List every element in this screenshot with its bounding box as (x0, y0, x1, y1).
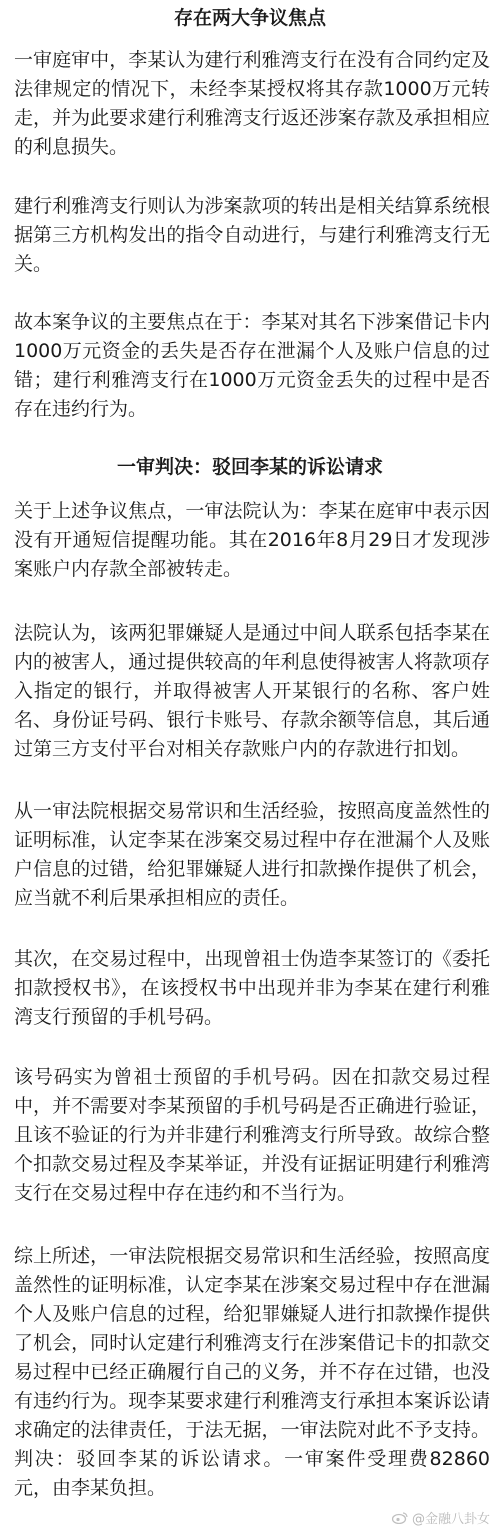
paragraph-6: 从一审法院根据交易常识和生活经验，按照高度盖然性的证明标准，认定李某在涉案交易过程中存在泄漏个人及账户信息的过错，给犯罪嫌疑人进行扣款操作提供了机会，应当就不利后果承担相应的责任。 (14, 800, 490, 909)
paragraph-4: 关于上述争议焦点，一审法院认为：李某在庭审中表示因没有开通短信提醒功能。其在2016年8月29日才发现涉案账户内存款全部被转走。 (14, 500, 490, 580)
paragraph-5: 法院认为，该两犯罪嫌疑人是通过中间人联系包括李某在内的被害人，通过提供较高的年利息使得被害人将款项存入指定的银行，并取得被害人开某银行的名称、客户姓名、身份证号码、银行卡账号、存款余额等信息，其后通过第三方支付平台对相关存款账户内的存款进行扣划。 (14, 622, 490, 760)
paragraph-1: 一审庭审中，李某认为建行利雅湾支行在没有合同约定及法律规定的情况下，未经李某授权将其存款1000万元转走，并为此要求建行利雅湾支行返还涉案存款及承担相应的利息损失。 (14, 49, 490, 158)
paragraph-3: 故本案争议的主要焦点在于：李某对其名下涉案借记卡内1000万元资金的丢失是否存在泄漏个人及账户信息的过错；建行利雅湾支行在1000万元资金丢失的过程中是否存在违约行为。 (14, 311, 490, 420)
section-heading-disputes: 存在两大争议焦点 (173, 7, 326, 29)
watermark-text: @金融八卦女 (411, 1512, 490, 1527)
watermark (392, 1508, 490, 1527)
paragraph-9: 综上所述，一审法院根据交易常识和生活经验，按照高度盖然性的证明标准，认定李某在涉案交易过程中存在泄漏个人及账户信息的过程，给犯罪嫌疑人进行扣款操作提供了机会，同时认定建行利雅湾支行在涉案借记卡的扣款交易过程中已经正确履行自己的义务，并不存在过错，也没有违约行为。现李某要求建行利雅湾支行承担本案诉讼请求确定的法律责任，于法无据，一审法院对此不予支持。判决：驳回李某的诉讼请求。一审案件受理费82860元，由李某负担。 (14, 1245, 490, 1499)
paragraph-7: 其次，在交易过程中，出现曾祖士伪造李某签订的《委托扣款授权书》，在该授权书中出现并非为李某在建行利雅湾支行预留的手机号码。 (14, 948, 490, 1028)
weibo-icon (392, 1511, 408, 1524)
paragraph-8: 该号码实为曾祖士预留的手机号码。因在扣款交易过程中，并不需要对李某预留的手机号码是否正确进行验证，且该不验证的行为并非建行利雅湾支行所导致。故综合整个扣款交易过程及李某举证，并没有证据证明建行利雅湾支行在交易过程中存在违约和不当行为。 (14, 1066, 490, 1204)
paragraph-2: 建行利雅湾支行则认为涉案款项的转出是相关结算系统根据第三方机构发出的指令自动进行，与建行利雅湾支行无关。 (14, 195, 490, 275)
section-heading-judgment: 一审判决：驳回李某的诉讼请求 (116, 456, 383, 478)
